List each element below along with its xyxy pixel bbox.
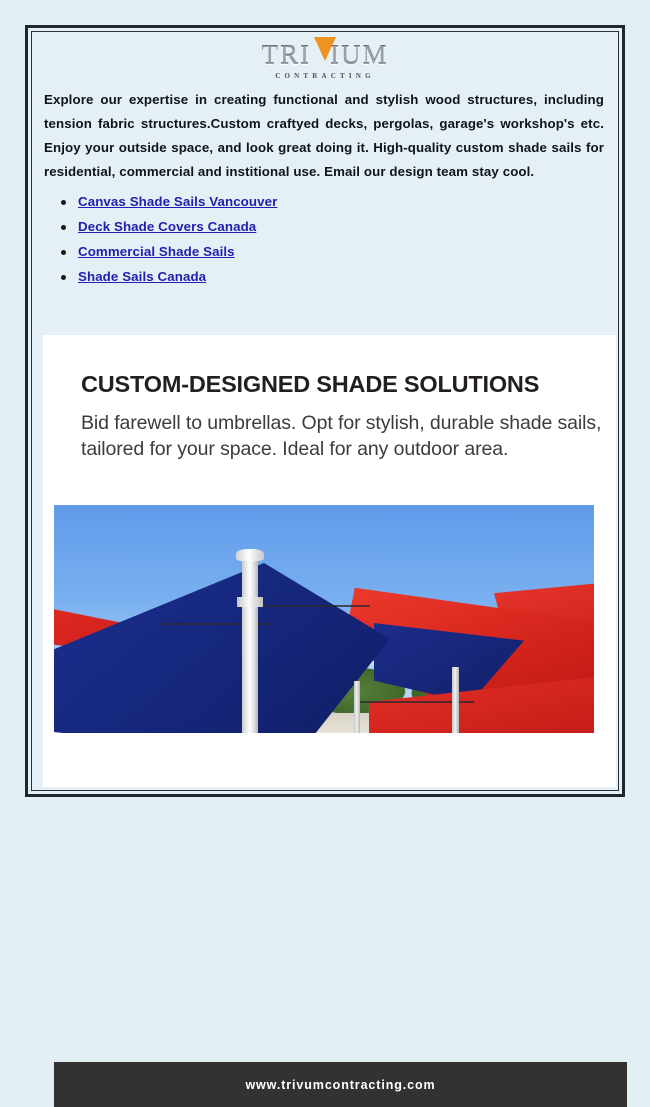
flyer-subheading: Bid farewell to umbrellas. Opt for stylish, durable shade sails, tailored for your space. Ideal for any outdoor area. — [81, 411, 602, 460]
flyer-panel — [43, 335, 616, 1092]
link-commercial-shade-sails[interactable]: Commercial Shade Sails — [78, 244, 235, 259]
logo-tagline: CONTRACTING — [275, 72, 375, 80]
website-url[interactable]: www.trivumcontracting.com — [245, 1077, 436, 1092]
list-item — [78, 219, 618, 235]
support-pole-small — [452, 667, 459, 733]
page-content — [32, 32, 618, 1092]
flyer-heading: CUSTOM-DESIGNED SHADE SOLUTIONS — [81, 371, 540, 397]
list-item — [78, 244, 618, 260]
logo-wordmark-right: IUM — [330, 40, 389, 70]
pole-cap — [236, 549, 264, 561]
logo-wordmark — [262, 42, 389, 69]
list-item — [78, 269, 618, 285]
intro-paragraph: Explore our expertise in creating functional and stylish wood structures, including tension fabric structures.Custom craftyed decks, pergolas, garage's workshop's etc. Enjoy your outside space, and look great doing it. High-quality custom shade sails for residential, commercial and institional use. Email our design team stay cool. — [44, 92, 604, 179]
footer-url-bar — [54, 1062, 627, 1107]
support-pole-small — [354, 681, 360, 733]
support-pole-main — [242, 553, 258, 733]
logo-wordmark-left: TRI — [261, 40, 311, 70]
shade-sail-photo — [54, 505, 594, 733]
triangle-icon — [314, 37, 336, 61]
pole-collar — [237, 597, 263, 607]
list-item — [78, 194, 618, 210]
link-canvas-shade-sails-vancouver[interactable]: Canvas Shade Sails Vancouver — [78, 194, 278, 209]
page-frame — [25, 25, 625, 1092]
page-frame-inner-border — [31, 31, 619, 1092]
keyword-link-list — [32, 194, 618, 285]
brand-logo — [32, 32, 618, 88]
tension-cable — [260, 605, 370, 607]
link-deck-shade-covers-canada[interactable]: Deck Shade Covers Canada — [78, 219, 257, 234]
link-shade-sails-canada[interactable]: Shade Sails Canada — [78, 269, 207, 284]
